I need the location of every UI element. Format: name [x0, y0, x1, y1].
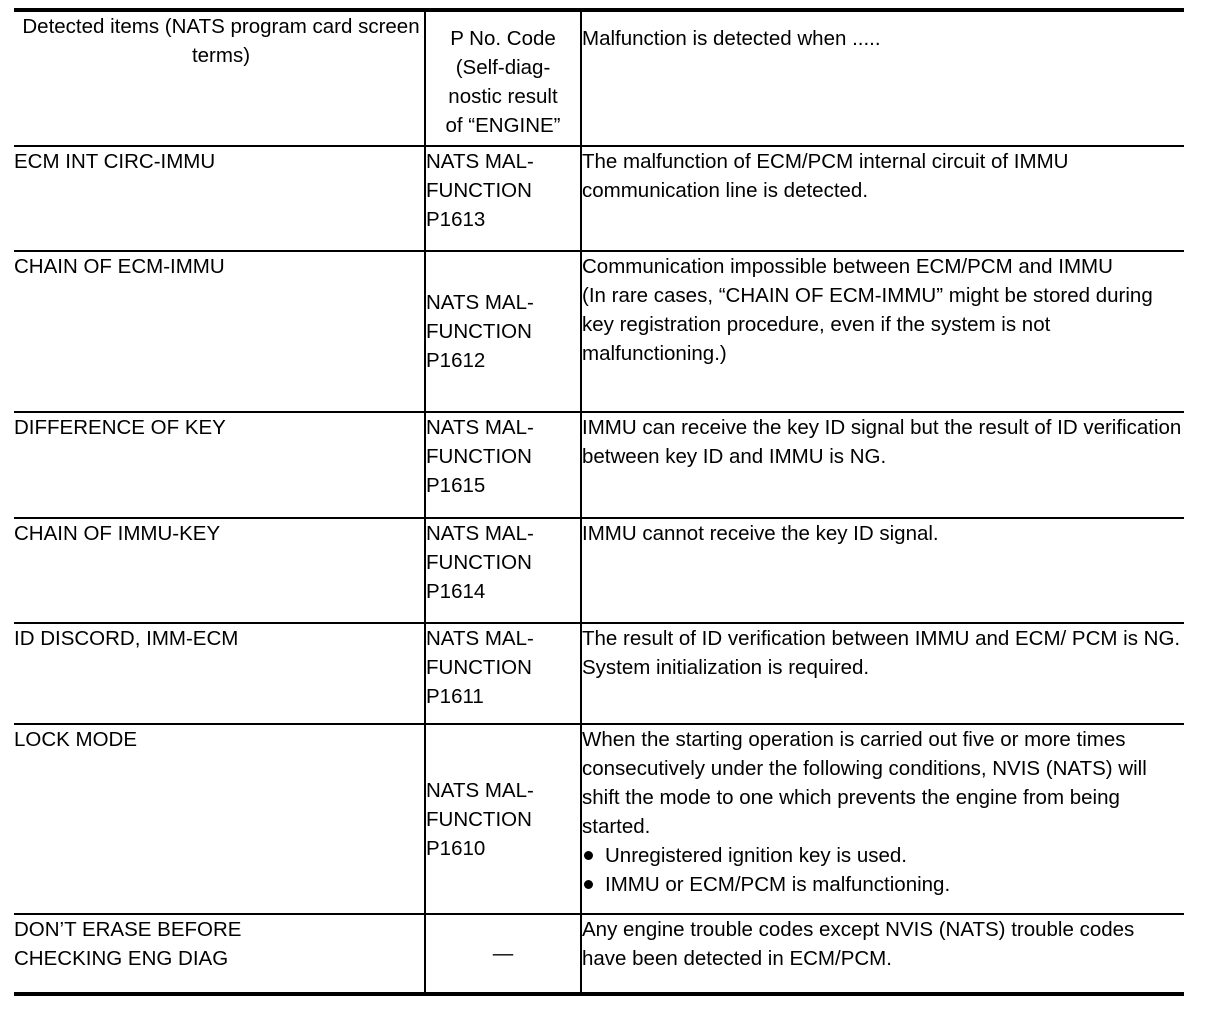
p-code-cell — [425, 146, 581, 251]
no-code-dash: — — [492, 942, 514, 965]
malfunction-cell — [581, 623, 1184, 724]
p-code-cell — [425, 914, 581, 994]
p-code-line: P1611 — [426, 685, 484, 708]
malfunction-text: The result of ID verification between IMMU and ECM/ PCM is NG. System initialization is required. — [582, 627, 1181, 679]
p-code-cell — [425, 518, 581, 623]
detected-item-cell — [14, 412, 425, 518]
p-code-line: FUNCTION — [426, 656, 532, 679]
p-code-line: NATS MAL- — [426, 416, 534, 439]
bullet-text: Unregistered ignition key is used. — [605, 844, 907, 867]
malfunction-cell — [581, 914, 1184, 994]
p-code-line: NATS MAL- — [426, 522, 534, 545]
detected-item-cell — [14, 914, 425, 994]
detected-item-cell — [14, 146, 425, 251]
nats-diagnostic-table — [14, 8, 1184, 996]
malfunction-text: IMMU cannot receive the key ID signal. — [582, 522, 939, 545]
p-code-line: NATS MAL- — [426, 627, 534, 650]
p-code-line: P1612 — [426, 349, 486, 372]
detected-item-text: DIFFERENCE OF KEY — [14, 416, 226, 439]
detected-item-text: ID DISCORD, IMM-ECM — [14, 627, 239, 650]
detected-item-text: CHECKING ENG DIAG — [14, 947, 229, 970]
detected-item-cell — [14, 251, 425, 412]
p-code-line: FUNCTION — [426, 320, 532, 343]
table-header-row — [14, 10, 1184, 146]
bullet-item — [582, 870, 1184, 899]
malfunction-cell — [581, 146, 1184, 251]
malfunction-cell — [581, 724, 1184, 914]
detected-item-text: DON’T ERASE BEFORE — [14, 918, 242, 941]
header-p-no-code — [425, 10, 581, 146]
table-row — [14, 724, 1184, 914]
p-code-cell — [425, 251, 581, 412]
p-code-line: P1615 — [426, 474, 486, 497]
bullet-dot-icon — [584, 851, 593, 860]
header-p-no-code-line: nostic result — [448, 85, 558, 108]
malfunction-text: When the starting operation is carried out five or more times consecutively under the following conditions, NVIS (NATS) will shift the mode to one which prevents the engine from being started. — [582, 728, 1147, 838]
malfunction-cell — [581, 251, 1184, 412]
detected-item-text: CHAIN OF ECM-IMMU — [14, 255, 225, 278]
detected-item-cell — [14, 518, 425, 623]
malfunction-text: Any engine trouble codes except NVIS (NATS) trouble codes have been detected in ECM/PCM. — [582, 918, 1135, 970]
malfunction-cell — [581, 518, 1184, 623]
header-malfunction-text: Malfunction is detected when ..... — [582, 27, 881, 50]
p-code-line: P1610 — [426, 836, 486, 860]
p-code-line: NATS MAL- — [426, 778, 534, 802]
header-malfunction — [581, 10, 1184, 146]
header-p-no-code-line: P No. Code — [450, 27, 556, 50]
p-code-line: FUNCTION — [426, 179, 532, 202]
malfunction-note: (In rare cases, “CHAIN OF ECM-IMMU” might be stored during key registration procedure, even if the system is not malfunctioning.) — [582, 284, 1153, 365]
p-code-cell — [425, 724, 581, 914]
malfunction-cell — [581, 412, 1184, 518]
detected-item-text: ECM INT CIRC-IMMU — [14, 150, 216, 173]
detected-item-cell — [14, 623, 425, 724]
p-code-line: NATS MAL- — [426, 291, 534, 314]
bullet-dot-icon — [584, 880, 593, 889]
table-row — [14, 251, 1184, 412]
p-code-line: P1614 — [426, 580, 486, 603]
table-row — [14, 518, 1184, 623]
table-row — [14, 914, 1184, 994]
header-p-no-code-line: (Self-diag- — [455, 56, 551, 79]
p-code-line: FUNCTION — [426, 445, 532, 468]
table-row — [14, 623, 1184, 724]
detected-item-text: CHAIN OF IMMU-KEY — [14, 522, 221, 545]
malfunction-text: IMMU can receive the key ID signal but the result of ID verification between key ID and IMMU is NG. — [582, 416, 1182, 468]
malfunction-text: Communication impossible between ECM/PCM and IMMU — [582, 255, 1113, 278]
header-detected-items — [14, 10, 425, 146]
nats-diagnostic-table-sheet — [14, 8, 1184, 996]
p-code-line: P1613 — [426, 208, 486, 231]
p-code-cell — [425, 623, 581, 724]
detected-item-cell — [14, 724, 425, 914]
header-p-no-code-line: of “ENGINE” — [445, 114, 561, 137]
header-detected-items-text: Detected items (NATS program card screen terms) — [22, 15, 420, 67]
p-code-cell — [425, 412, 581, 518]
table-row — [14, 412, 1184, 518]
bullet-text: IMMU or ECM/PCM is malfunctioning. — [605, 873, 951, 896]
detected-item-text: LOCK MODE — [14, 728, 138, 751]
table-row — [14, 146, 1184, 251]
p-code-line: NATS MAL- — [426, 150, 534, 173]
p-code-line: FUNCTION — [426, 807, 532, 831]
malfunction-text: The malfunction of ECM/PCM internal circuit of IMMU communication line is detected. — [582, 150, 1069, 202]
bullet-item — [582, 841, 1184, 870]
p-code-line: FUNCTION — [426, 551, 532, 574]
